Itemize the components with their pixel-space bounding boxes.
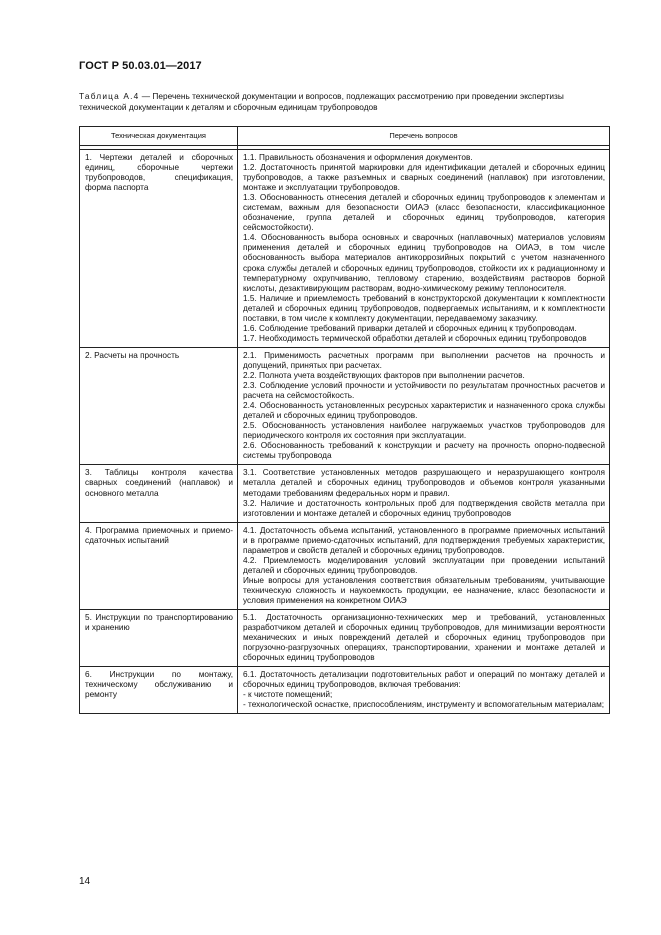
question-item: 1.2. Достаточность принятой маркировки для идентификации деталей и сборочных единиц трубопроводов, а также разъемных и сварных соединений (наплавок) при изготовлении, монтаже и эксплуатации трубопроводов. <box>243 163 605 193</box>
question-item: 2.1. Применимость расчетных программ при выполнении расчетов на прочность и допущений, принятых при расчетах. <box>243 350 605 370</box>
column-header-documentation: Техническая документация <box>80 127 238 146</box>
question-item: 4.1. Достаточность объема испытаний, установленного в программе приемочных испытаний и в программе приемо-сдаточных испытаний, для подтверждения требуемых характеристик, параметров и свойств деталей и сборочных единиц трубопроводов. <box>243 525 605 555</box>
question-item: 3.2. Наличие и достаточность контрольных проб для подтверждения свойств металла при изготовлении и монтаже деталей и сборочных единиц трубопроводов <box>243 498 605 518</box>
question-item: 2.5. Обоснованность установления наиболее нагружаемых участков трубопроводов для периодического контроля их состояния при эксплуатации. <box>243 421 605 441</box>
questions-cell <box>238 465 610 522</box>
questions-cell <box>238 610 610 667</box>
question-item: 2.6. Обоснованность требований к конструкции и расчету на прочность опорно-подвесной системы трубопровода <box>243 441 605 461</box>
question-item: 1.3. Обоснованность отнесения деталей и сборочных единиц трубопроводов к элементам и системам, важным для безопасности ОИАЭ (класс безопасности, классификационное обозначение, группа деталей и сборочных единиц трубопроводов, категория сейсмостойкости). <box>243 193 605 233</box>
question-item: 4.2. Приемлемость моделирования условий эксплуатации при проведении испытаний деталей и сборочных единиц трубопроводов. <box>243 555 605 575</box>
table-caption <box>79 91 609 112</box>
column-header-questions: Перечень вопросов <box>238 127 610 146</box>
question-item: Иные вопросы для установления соответствия обязательным требованиям, учитывающие техническую сложность и наукоемкость продукции, ее назначение, класс безопасности и условия применения на конкретном ОИАЭ <box>243 575 605 605</box>
table-header-row <box>80 127 610 146</box>
documentation-cell: 6. Инструкции по монтажу, техническому обслуживанию и ремонту <box>80 667 238 714</box>
table-row <box>80 150 610 348</box>
table-row <box>80 667 610 714</box>
question-item: 1.6. Соблюдение требований приварки деталей и сборочных единиц к трубопроводам. <box>243 323 577 333</box>
questions-cell <box>238 347 610 465</box>
question-item: 6.1. Достаточность детализации подготовительных работ и операций по монтажу деталей и сборочных единиц трубопроводов, включая требования: <box>243 670 605 690</box>
table-row <box>80 347 610 465</box>
question-item: 2.2. Полнота учета воздействующих факторов при выполнении расчетов. <box>243 370 525 380</box>
question-item: 2.3. Соблюдение условий прочности и устойчивости по результатам прочностных расчетов и расчета на сейсмостойкость. <box>243 381 605 401</box>
table-caption-label: Таблица А.4 <box>79 91 140 101</box>
documentation-table <box>79 126 610 714</box>
question-item: 1.5. Наличие и приемлемость требований в конструкторской документации к комплектности деталей и сборочных единиц трубопроводов, подвергаемых испытаниям, и к комплектности поставки, в том числе к комплекту документации, передаваемому заказчику. <box>243 293 605 323</box>
question-item: - технологической оснастке, приспособлениям, инструменту и вспомогательным материалам; <box>243 700 605 710</box>
question-item: - к чистоте помещений; <box>243 690 333 700</box>
question-item: 1.4. Обоснованность выбора основных и сварочных (наплавочных) материалов условиям применения деталей и сборочных единиц трубопроводов на ОИАЭ, в том числе обоснованность выбора материалов антикоррозийных покрытий с учетом назначенного срока службы деталей и сборочных единиц трубопроводов, стойкости их к радиационному и температурному охрупчиванию, тепловому старению, воздействиям растворов борной кислоты, дезактивирующим растворам, водно-химическому режиму теплоносителя. <box>243 233 605 293</box>
documentation-cell: 5. Инструкции по транспортированию и хранению <box>80 610 238 667</box>
question-item: 5.1. Достаточность организационно-технических мер и требований, установленных разработчиком деталей и сборочных единиц трубопроводов, для минимизации вероятности механических и иных повреждений деталей и сборочных единиц трубопроводов при погрузочно-разгрузочных операциях, транспортировании, хранении и монтаже деталей и сборочных единиц трубопроводов <box>243 613 605 663</box>
question-item: 2.4. Обоснованность установленных ресурсных характеристик и назначенного срока службы деталей и сборочных единиц трубопроводов. <box>243 401 605 421</box>
documentation-cell: 4. Программа приемочных и приемо-сдаточных испытаний <box>80 522 238 609</box>
questions-cell <box>238 667 610 714</box>
questions-cell <box>238 522 610 609</box>
page-number: 14 <box>79 876 91 887</box>
question-item: 1.7. Необходимость термической обработки деталей и сборочных единиц трубопроводов <box>243 333 587 343</box>
documentation-cell: 1. Чертежи деталей и сборочных единиц, сборочные чертежи трубопроводов, спецификация, форма паспорта <box>80 150 238 348</box>
table-caption-text: — Перечень технической документации и вопросов, подлежащих рассмотрению при проведении экспертизы технической документации к деталям и сборочным единицам трубопроводов <box>79 91 564 112</box>
table-row <box>80 465 610 522</box>
question-item: 3.1. Соответствие установленных методов разрушающего и неразрушающего контроля металла деталей и сборочных единиц трубопроводов и объемов контроля указанными методами требованиям федеральных норм и правил. <box>243 468 605 498</box>
document-code: ГОСТ Р 50.03.01—2017 <box>79 60 202 72</box>
question-item: 1.1. Правильность обозначения и оформления документов. <box>243 153 473 162</box>
documentation-cell: 2. Расчеты на прочность <box>80 347 238 465</box>
table-row <box>80 610 610 667</box>
documentation-cell: 3. Таблицы контроля качества сварных соединений (наплавок) и основного металла <box>80 465 238 522</box>
table-row <box>80 522 610 609</box>
questions-cell <box>238 150 610 348</box>
